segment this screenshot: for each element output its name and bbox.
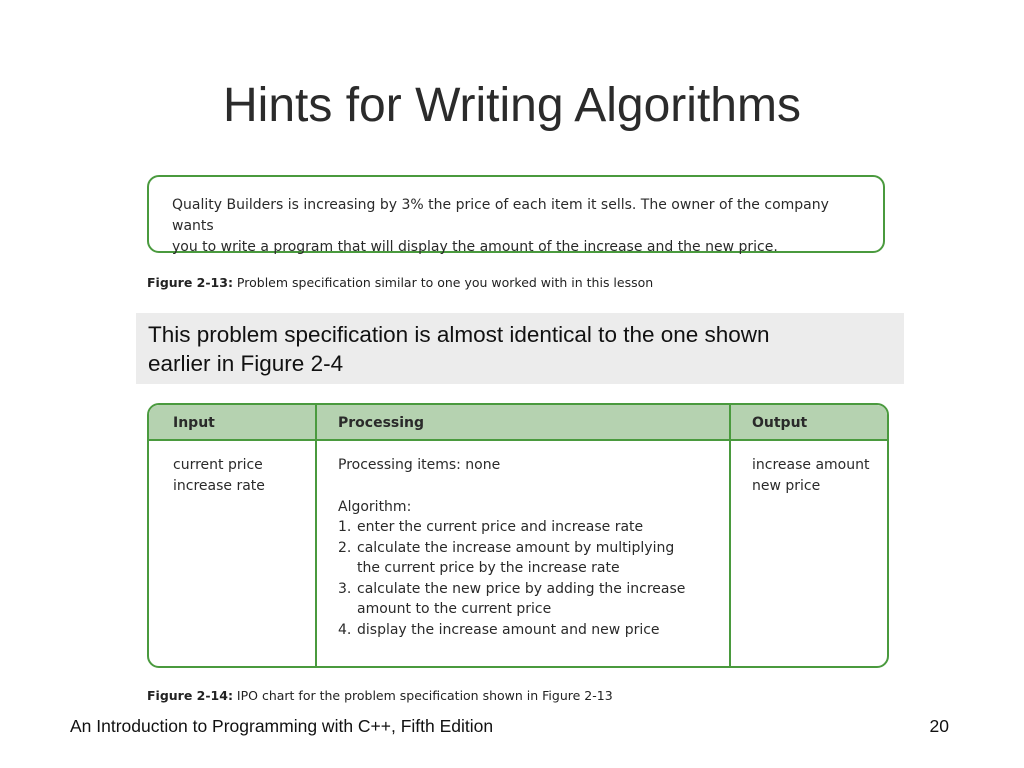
output-item: increase amount: [752, 457, 870, 473]
input-item: current price: [173, 457, 263, 473]
step-text: display the increase amount and new price: [357, 621, 660, 638]
note-line-2: earlier in Figure 2-4: [148, 351, 344, 376]
processing-items: Processing items: none: [338, 457, 501, 473]
figure-2-13-text: Problem specification similar to one you worked with in this lesson: [232, 275, 654, 290]
step-text: calculate the new price by adding the increase: [357, 580, 686, 597]
figure-2-13-caption: [147, 275, 653, 290]
step-number: 3.: [338, 580, 352, 597]
step-number: 1.: [338, 519, 352, 535]
footer-book-title: An Introduction to Programming with C++, Fifth Edition: [70, 716, 494, 736]
input-item: increase rate: [173, 477, 265, 494]
figure-2-13-label: Figure 2-13:: [147, 275, 233, 290]
spec-text-line-2: you to write a program that will display the amount of the increase and the new price.: [172, 239, 778, 255]
input-column: [173, 455, 265, 496]
step-text: enter the current price and increase rate: [357, 519, 644, 535]
note-box: [136, 313, 904, 384]
column-divider-2: [729, 405, 731, 666]
column-divider-1: [315, 405, 317, 666]
problem-specification-box: [147, 175, 885, 253]
spec-text-line-1: Quality Builders is increasing by 3% the price of each item it sells. The owner of the company wants: [172, 197, 829, 234]
step-text: the current price by the increase rate: [357, 560, 620, 576]
algorithm-label: Algorithm:: [338, 498, 412, 515]
ipo-chart: [147, 403, 889, 668]
algorithm-step: [338, 538, 718, 579]
output-column: [752, 455, 869, 496]
slide-title: Hints for Writing Algorithms: [223, 79, 801, 132]
step-number: 4.: [338, 621, 352, 638]
algorithm-step: [338, 579, 718, 620]
header-output: Output: [752, 415, 808, 431]
step-number: 2.: [338, 539, 352, 556]
step-text: amount to the current price: [357, 601, 552, 617]
algorithm-step: [338, 517, 718, 538]
header-input: Input: [173, 415, 215, 431]
figure-2-14-caption: [147, 688, 613, 703]
header-processing: Processing: [338, 415, 425, 431]
figure-2-14-text: IPO chart for the problem specification shown in Figure 2-13: [232, 688, 613, 703]
processing-column: [338, 455, 718, 640]
output-item: new price: [752, 477, 821, 494]
note-line-1: This problem specification is almost identical to the one shown: [148, 322, 770, 347]
algorithm-step: [338, 620, 718, 641]
page-number: 20: [929, 716, 949, 736]
figure-2-14-label: Figure 2-14:: [147, 688, 233, 703]
step-text: calculate the increase amount by multiplying: [357, 539, 675, 556]
